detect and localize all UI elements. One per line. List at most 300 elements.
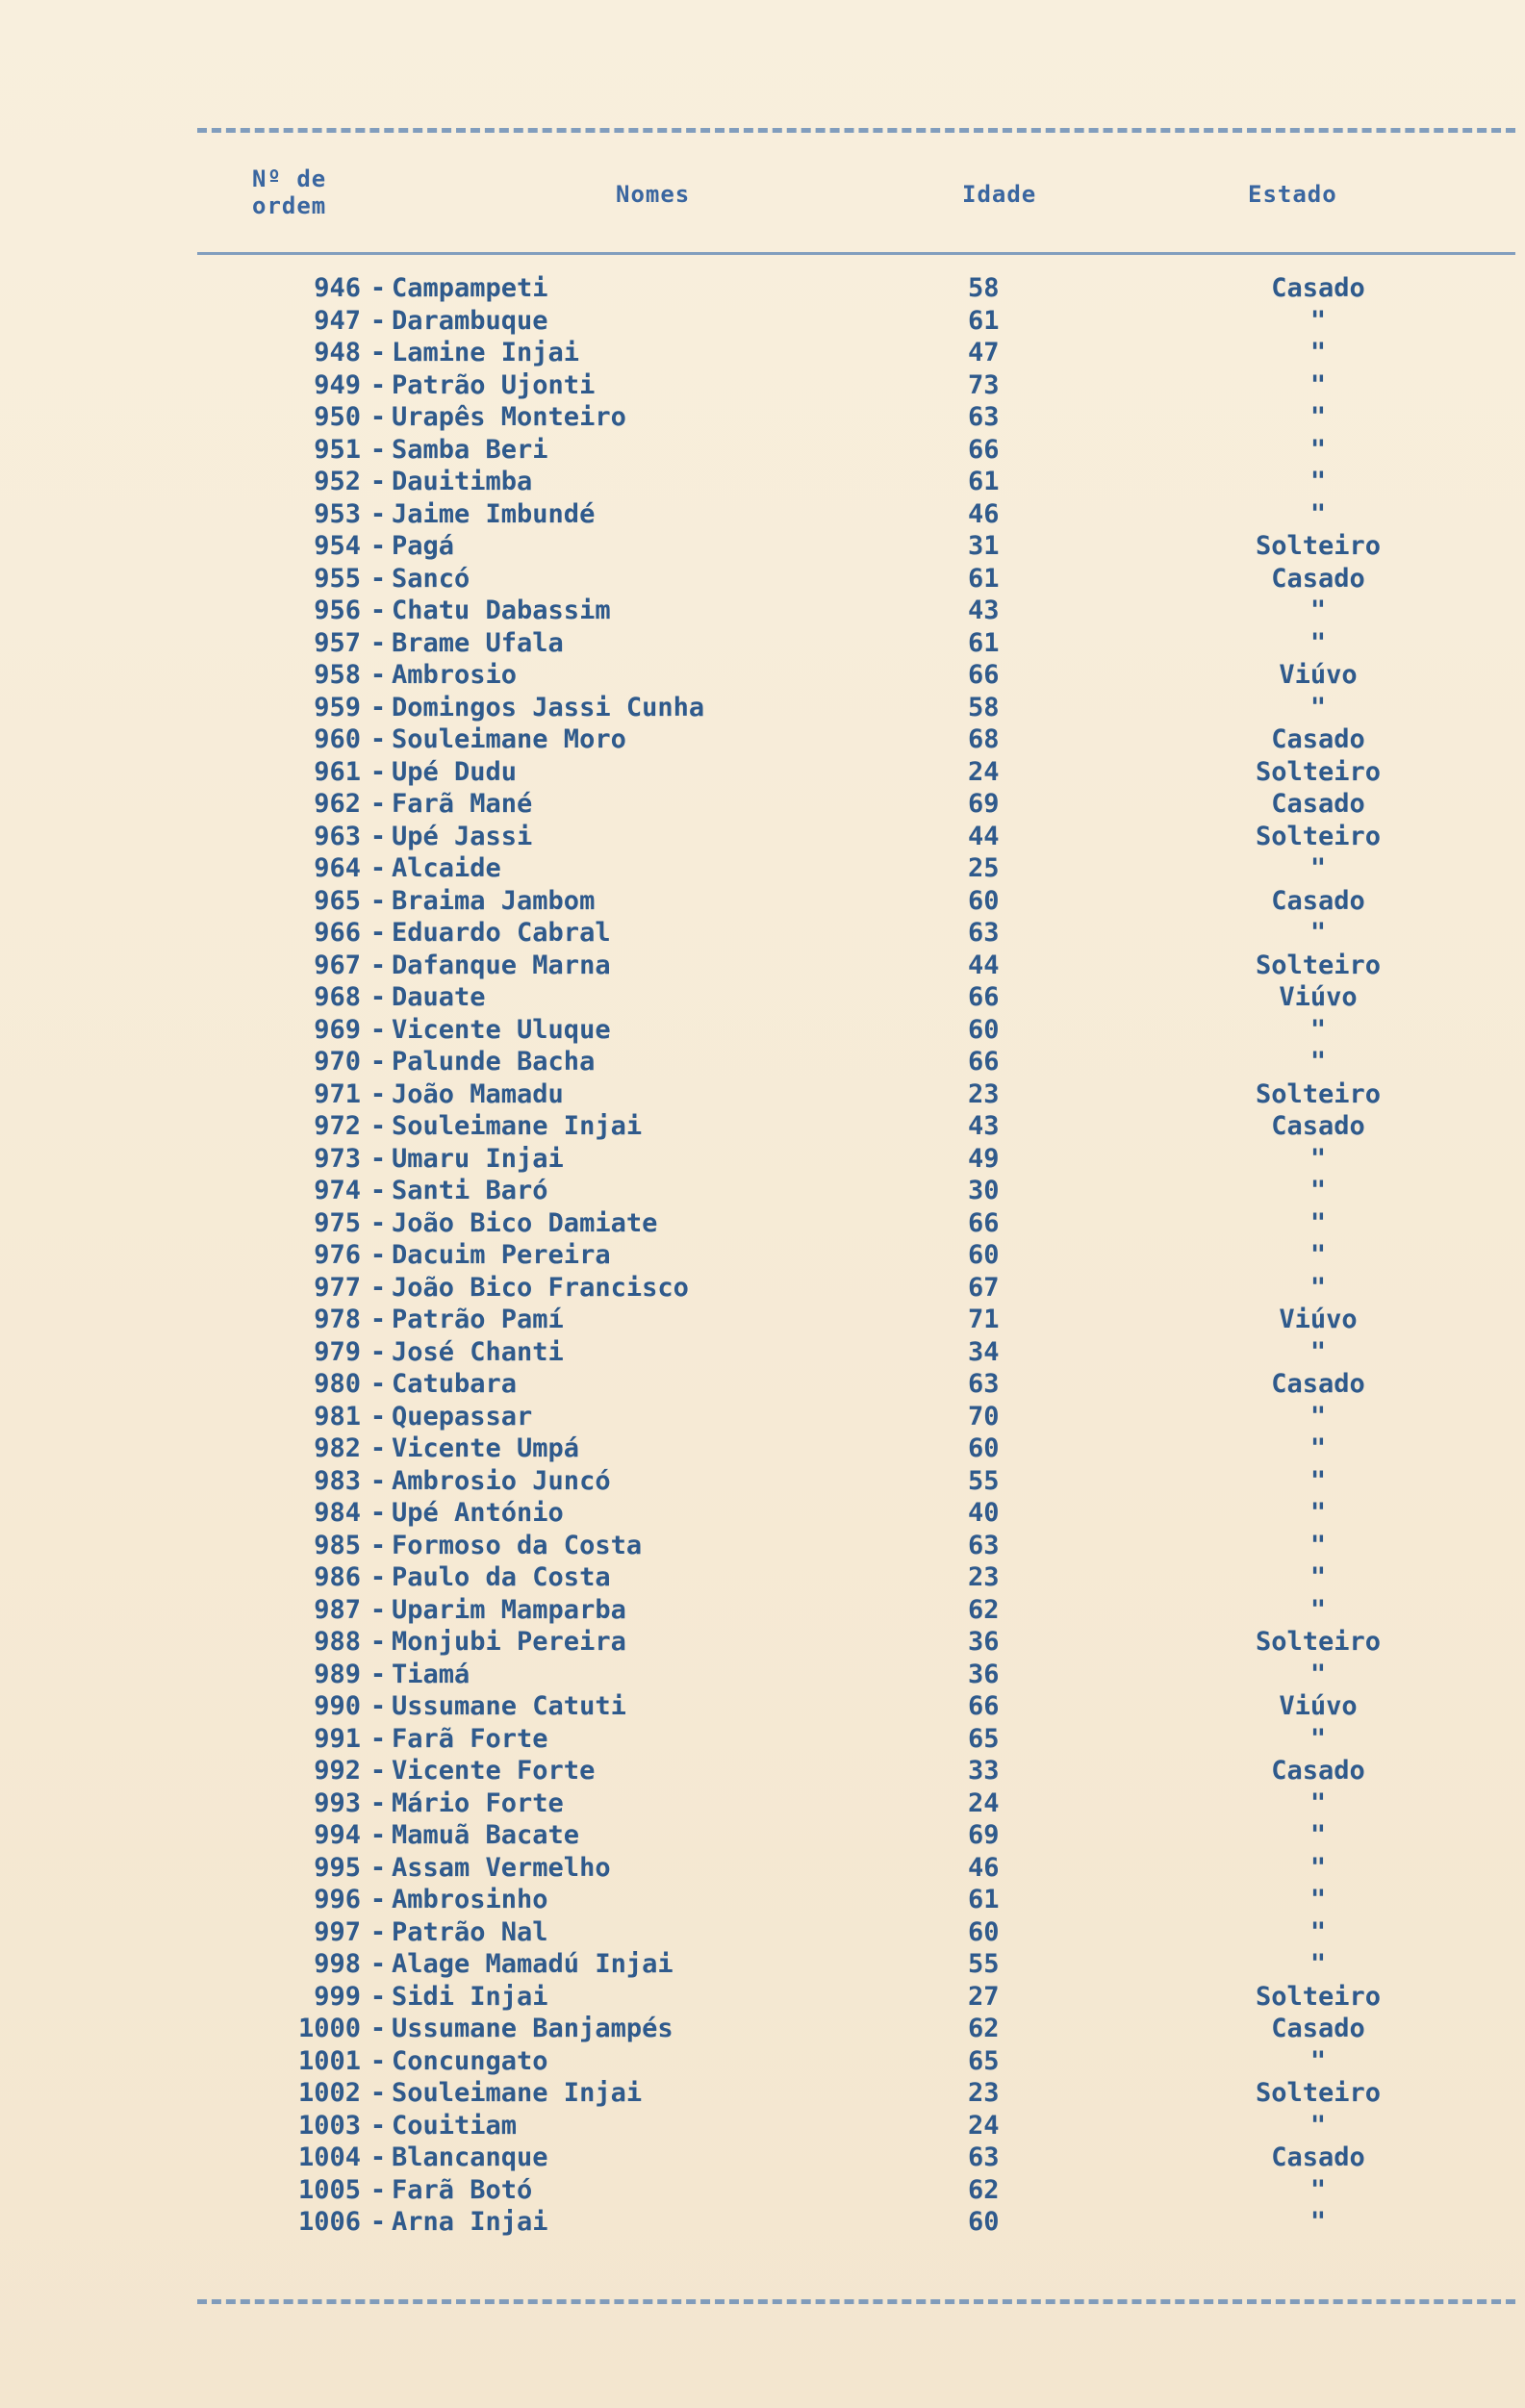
table-row xyxy=(0,1175,1525,1207)
row-estado: " xyxy=(1309,1207,1327,1238)
row-nome: Blancanque xyxy=(392,2142,548,2172)
row-idade: 23 xyxy=(968,1078,1000,1109)
row-separator: - xyxy=(369,660,387,690)
row-separator: - xyxy=(369,1176,387,1205)
row-numero: 960 xyxy=(314,724,361,754)
row-idade: 23 xyxy=(968,1562,1000,1592)
table-row xyxy=(0,1981,1525,2014)
row-numero: 995 xyxy=(314,1852,361,1883)
row-idade: 67 xyxy=(968,1272,1000,1303)
row-nome: Assam Vermelho xyxy=(392,1852,611,1883)
row-estado: Casado xyxy=(1271,1369,1365,1399)
row-nome: Upé Jassi xyxy=(392,821,533,851)
row-estado: " xyxy=(1309,1594,1327,1625)
table-row xyxy=(0,723,1525,756)
row-nome: Patrão Ujonti xyxy=(392,369,596,400)
row-nome: Farã Botó xyxy=(392,2174,533,2205)
row-nome: Urapês Monteiro xyxy=(392,402,626,432)
row-numero: 955 xyxy=(314,563,361,594)
row-estado: " xyxy=(1309,1723,1327,1754)
row-nome: Campampeti xyxy=(392,273,548,303)
row-separator: - xyxy=(369,821,387,851)
row-nome: Santi Baró xyxy=(392,1176,548,1205)
row-numero: 968 xyxy=(314,982,361,1012)
row-nome: Pagá xyxy=(392,531,455,561)
table-row xyxy=(0,2174,1525,2207)
row-idade: 24 xyxy=(968,756,1000,787)
row-idade: 61 xyxy=(968,467,1000,496)
row-idade: 63 xyxy=(968,1530,1000,1560)
table-row xyxy=(0,659,1525,692)
row-separator: - xyxy=(369,1885,387,1914)
row-separator: - xyxy=(369,1014,387,1045)
table-row xyxy=(0,466,1525,498)
row-estado: Casado xyxy=(1271,1111,1365,1141)
row-idade: 63 xyxy=(968,402,1000,432)
row-estado: Viúvo xyxy=(1279,1691,1358,1721)
row-idade: 61 xyxy=(968,1885,1000,1914)
row-separator: - xyxy=(369,885,387,916)
row-numero: 953 xyxy=(314,498,361,529)
row-numero: 971 xyxy=(314,1078,361,1109)
row-idade: 61 xyxy=(968,305,1000,336)
row-idade: 73 xyxy=(968,369,1000,400)
row-estado: Casado xyxy=(1271,885,1365,916)
table-row xyxy=(0,1465,1525,1498)
row-separator: - xyxy=(369,305,387,336)
table-row xyxy=(0,1046,1525,1078)
row-idade: 58 xyxy=(968,692,1000,722)
row-numero: 950 xyxy=(314,402,361,432)
row-numero: 983 xyxy=(314,1465,361,1496)
row-nome: Souleimane Injai xyxy=(392,2078,643,2108)
row-separator: - xyxy=(369,2174,387,2205)
row-estado: " xyxy=(1309,692,1327,722)
table-row xyxy=(0,2077,1525,2110)
row-nome: Souleimane Moro xyxy=(392,724,626,754)
row-separator: - xyxy=(369,1981,387,2012)
row-numero: 967 xyxy=(314,950,361,980)
row-separator: - xyxy=(369,531,387,561)
row-estado: " xyxy=(1309,627,1327,658)
row-nome: Couitiam xyxy=(392,2110,518,2141)
table-row xyxy=(0,917,1525,950)
row-nome: Lamine Injai xyxy=(392,338,580,368)
row-idade: 60 xyxy=(968,885,1000,916)
row-separator: - xyxy=(369,1949,387,1979)
row-nome: Brame Ufala xyxy=(392,627,564,658)
row-idade: 46 xyxy=(968,1852,1000,1883)
row-idade: 66 xyxy=(968,1047,1000,1077)
row-nome: Braima Jambom xyxy=(392,885,596,916)
table-row xyxy=(0,788,1525,821)
row-idade: 36 xyxy=(968,1627,1000,1657)
row-numero: 954 xyxy=(314,531,361,561)
row-numero: 996 xyxy=(314,1885,361,1914)
row-nome: Darambuque xyxy=(392,305,548,336)
row-estado: Solteiro xyxy=(1255,1078,1382,1109)
row-nome: Monjubi Pereira xyxy=(392,1627,626,1657)
row-numero: 966 xyxy=(314,918,361,948)
row-estado: " xyxy=(1309,853,1327,883)
row-estado: Casado xyxy=(1271,724,1365,754)
row-separator: - xyxy=(369,467,387,496)
table-row xyxy=(0,1239,1525,1272)
row-separator: - xyxy=(369,498,387,529)
table-row xyxy=(0,530,1525,563)
table-row xyxy=(0,821,1525,853)
row-estado: Viúvo xyxy=(1279,660,1358,690)
row-separator: - xyxy=(369,1594,387,1625)
row-separator: - xyxy=(369,1756,387,1786)
row-estado: Viúvo xyxy=(1279,982,1358,1012)
row-numero: 999 xyxy=(314,1981,361,2012)
table-row xyxy=(0,692,1525,724)
row-numero: 993 xyxy=(314,1787,361,1818)
bottom-dashed-rule xyxy=(197,2299,1515,2304)
row-nome: Upé Dudu xyxy=(392,756,518,787)
header-underline-rule xyxy=(197,252,1515,255)
table-row xyxy=(0,950,1525,982)
table-row xyxy=(0,981,1525,1014)
table-row xyxy=(0,1143,1525,1176)
table-row xyxy=(0,595,1525,627)
row-nome: Alage Mamadú Injai xyxy=(392,1949,674,1979)
row-nome: Ambrosio xyxy=(392,660,518,690)
row-separator: - xyxy=(369,1111,387,1141)
row-estado: Solteiro xyxy=(1255,1981,1382,2012)
row-idade: 60 xyxy=(968,2207,1000,2237)
table-row xyxy=(0,1690,1525,1723)
table-row xyxy=(0,1368,1525,1401)
row-separator: - xyxy=(369,369,387,400)
row-estado: Viúvo xyxy=(1279,1305,1358,1334)
row-idade: 46 xyxy=(968,498,1000,529)
row-nome: Tiamá xyxy=(392,1659,470,1689)
table-row xyxy=(0,1948,1525,1981)
top-dashed-rule xyxy=(197,128,1515,133)
table-row xyxy=(0,2045,1525,2078)
row-nome: Ambrosio Juncó xyxy=(392,1465,611,1496)
row-numero: 1006 xyxy=(297,2207,361,2237)
row-numero: 990 xyxy=(314,1691,361,1721)
table-row xyxy=(0,1787,1525,1820)
row-numero: 969 xyxy=(314,1014,361,1045)
row-estado: Casado xyxy=(1271,2142,1365,2172)
row-numero: 973 xyxy=(314,1143,361,1174)
row-estado: Solteiro xyxy=(1255,531,1382,561)
row-nome: Paulo da Costa xyxy=(392,1562,611,1592)
row-numero: 986 xyxy=(314,1562,361,1592)
row-nome: Patrão Pamí xyxy=(392,1305,564,1334)
table-row xyxy=(0,1594,1525,1627)
row-nome: Farã Forte xyxy=(392,1723,548,1754)
row-nome: Formoso da Costa xyxy=(392,1530,643,1560)
row-idade: 60 xyxy=(968,1433,1000,1463)
table-row xyxy=(0,1755,1525,1787)
row-estado: " xyxy=(1309,305,1327,336)
row-nome: Ussumane Catuti xyxy=(392,1691,626,1721)
row-numero: 1001 xyxy=(297,2045,361,2076)
row-estado: Casado xyxy=(1271,789,1365,819)
row-estado: " xyxy=(1309,1240,1327,1270)
table-row xyxy=(0,1336,1525,1369)
row-idade: 43 xyxy=(968,1111,1000,1141)
table-row xyxy=(0,1819,1525,1852)
row-numero: 982 xyxy=(314,1433,361,1463)
row-estado: Solteiro xyxy=(1255,756,1382,787)
row-nome: Arna Injai xyxy=(392,2207,548,2237)
row-separator: - xyxy=(369,1047,387,1077)
row-idade: 24 xyxy=(968,1787,1000,1818)
table-row xyxy=(0,2142,1525,2174)
row-nome: João Bico Francisco xyxy=(392,1272,689,1303)
row-numero: 992 xyxy=(314,1756,361,1786)
row-nome: João Bico Damiate xyxy=(392,1207,658,1238)
row-estado: " xyxy=(1309,2174,1327,2205)
row-nome: Palunde Bacha xyxy=(392,1047,596,1077)
row-estado: Casado xyxy=(1271,2014,1365,2043)
row-separator: - xyxy=(369,1498,387,1528)
row-nome: João Mamadu xyxy=(392,1078,564,1109)
row-numero: 984 xyxy=(314,1498,361,1528)
row-numero: 987 xyxy=(314,1594,361,1625)
row-estado: " xyxy=(1309,2045,1327,2076)
row-estado: " xyxy=(1309,1787,1327,1818)
row-separator: - xyxy=(369,596,387,625)
row-idade: 63 xyxy=(968,918,1000,948)
table-row xyxy=(0,1916,1525,1949)
row-numero: 965 xyxy=(314,885,361,916)
row-idade: 62 xyxy=(968,1594,1000,1625)
row-idade: 66 xyxy=(968,434,1000,465)
row-estado: " xyxy=(1309,1176,1327,1205)
row-idade: 55 xyxy=(968,1465,1000,1496)
row-nome: Ambrosinho xyxy=(392,1885,548,1914)
row-idade: 65 xyxy=(968,1723,1000,1754)
row-separator: - xyxy=(369,1627,387,1657)
row-numero: 974 xyxy=(314,1176,361,1205)
row-estado: " xyxy=(1309,1047,1327,1077)
row-nome: Upé António xyxy=(392,1498,564,1528)
row-separator: - xyxy=(369,402,387,432)
row-separator: - xyxy=(369,2014,387,2043)
row-nome: Jaime Imbundé xyxy=(392,498,596,529)
row-separator: - xyxy=(369,1659,387,1689)
register-table-body xyxy=(0,272,1525,2239)
table-row xyxy=(0,2206,1525,2239)
row-numero: 997 xyxy=(314,1916,361,1947)
row-idade: 60 xyxy=(968,1240,1000,1270)
row-estado: " xyxy=(1309,402,1327,432)
row-numero: 949 xyxy=(314,369,361,400)
row-numero: 1005 xyxy=(297,2174,361,2205)
row-estado: Solteiro xyxy=(1255,821,1382,851)
table-row xyxy=(0,1659,1525,1691)
row-separator: - xyxy=(369,1078,387,1109)
row-numero: 958 xyxy=(314,660,361,690)
table-row xyxy=(0,2110,1525,2142)
row-separator: - xyxy=(369,789,387,819)
row-numero: 972 xyxy=(314,1111,361,1141)
row-idade: 61 xyxy=(968,563,1000,594)
table-row xyxy=(0,1014,1525,1047)
row-nome: Quepassar xyxy=(392,1401,533,1432)
row-separator: - xyxy=(369,2207,387,2237)
row-separator: - xyxy=(369,1820,387,1850)
table-row xyxy=(0,1078,1525,1111)
row-separator: - xyxy=(369,1240,387,1270)
row-idade: 62 xyxy=(968,2014,1000,2043)
row-nome: Souleimane Injai xyxy=(392,1111,643,1141)
table-row xyxy=(0,1884,1525,1916)
row-separator: - xyxy=(369,1852,387,1883)
row-separator: - xyxy=(369,756,387,787)
row-estado: " xyxy=(1309,918,1327,948)
row-estado: " xyxy=(1309,1401,1327,1432)
row-numero: 977 xyxy=(314,1272,361,1303)
row-nome: Umaru Injai xyxy=(392,1143,564,1174)
row-estado: " xyxy=(1309,1498,1327,1528)
row-nome: Vicente Umpá xyxy=(392,1433,580,1463)
row-separator: - xyxy=(369,950,387,980)
row-numero: 981 xyxy=(314,1401,361,1432)
row-estado: Solteiro xyxy=(1255,1627,1382,1657)
row-numero: 991 xyxy=(314,1723,361,1754)
row-nome: Concungato xyxy=(392,2045,548,2076)
row-estado: " xyxy=(1309,596,1327,625)
row-estado: " xyxy=(1309,2110,1327,2141)
row-estado: " xyxy=(1309,1272,1327,1303)
row-numero: 1002 xyxy=(297,2078,361,2108)
row-separator: - xyxy=(369,273,387,303)
row-idade: 63 xyxy=(968,1369,1000,1399)
row-separator: - xyxy=(369,1272,387,1303)
row-idade: 30 xyxy=(968,1176,1000,1205)
row-separator: - xyxy=(369,853,387,883)
row-estado: Casado xyxy=(1271,273,1365,303)
row-nome: Patrão Nal xyxy=(392,1916,548,1947)
header-numero-line1: Nº de xyxy=(252,165,327,192)
row-idade: 65 xyxy=(968,2045,1000,2076)
row-nome: Domingos Jassi Cunha xyxy=(392,692,705,722)
row-numero: 970 xyxy=(314,1047,361,1077)
row-idade: 60 xyxy=(968,1014,1000,1045)
row-nome: Eduardo Cabral xyxy=(392,918,611,948)
row-idade: 36 xyxy=(968,1659,1000,1689)
header-idade: Idade xyxy=(962,181,1037,208)
table-row xyxy=(0,1272,1525,1305)
row-numero: 980 xyxy=(314,1369,361,1399)
row-numero: 988 xyxy=(314,1627,361,1657)
table-row xyxy=(0,1852,1525,1885)
row-separator: - xyxy=(369,627,387,658)
row-numero: 946 xyxy=(314,273,361,303)
row-nome: Dafanque Marna xyxy=(392,950,611,980)
row-idade: 70 xyxy=(968,1401,1000,1432)
row-idade: 40 xyxy=(968,1498,1000,1528)
row-estado: Casado xyxy=(1271,1756,1365,1786)
row-idade: 63 xyxy=(968,2142,1000,2172)
row-separator: - xyxy=(369,1691,387,1721)
row-idade: 23 xyxy=(968,2078,1000,2108)
row-numero: 964 xyxy=(314,853,361,883)
row-numero: 962 xyxy=(314,789,361,819)
row-separator: - xyxy=(369,2045,387,2076)
row-separator: - xyxy=(369,2110,387,2141)
row-estado: " xyxy=(1309,1949,1327,1979)
row-idade: 58 xyxy=(968,273,1000,303)
header-nomes: Nomes xyxy=(616,181,691,208)
header-estado: Estado xyxy=(1248,181,1337,208)
row-idade: 49 xyxy=(968,1143,1000,1174)
row-separator: - xyxy=(369,338,387,368)
row-separator: - xyxy=(369,1433,387,1463)
row-numero: 957 xyxy=(314,627,361,658)
row-estado: " xyxy=(1309,1562,1327,1592)
header-numero-line2: ordem xyxy=(252,192,327,219)
row-estado: " xyxy=(1309,1530,1327,1560)
row-numero: 959 xyxy=(314,692,361,722)
table-row xyxy=(0,1497,1525,1530)
table-row xyxy=(0,1723,1525,1756)
row-separator: - xyxy=(369,918,387,948)
row-idade: 33 xyxy=(968,1756,1000,1786)
table-row xyxy=(0,498,1525,531)
table-row xyxy=(0,1530,1525,1562)
row-idade: 66 xyxy=(968,982,1000,1012)
row-nome: Farã Mané xyxy=(392,789,533,819)
row-estado: " xyxy=(1309,1143,1327,1174)
row-nome: Mamuã Bacate xyxy=(392,1820,580,1850)
row-separator: - xyxy=(369,1916,387,1947)
table-row xyxy=(0,434,1525,467)
row-numero: 956 xyxy=(314,596,361,625)
row-separator: - xyxy=(369,1207,387,1238)
row-separator: - xyxy=(369,2142,387,2172)
row-idade: 25 xyxy=(968,853,1000,883)
row-idade: 62 xyxy=(968,2174,1000,2205)
row-estado: " xyxy=(1309,1465,1327,1496)
row-estado: " xyxy=(1309,1659,1327,1689)
row-nome: Sidi Injai xyxy=(392,1981,548,2012)
row-numero: 975 xyxy=(314,1207,361,1238)
row-numero: 951 xyxy=(314,434,361,465)
row-nome: Catubara xyxy=(392,1369,518,1399)
row-numero: 952 xyxy=(314,467,361,496)
table-row xyxy=(0,852,1525,885)
row-numero: 1004 xyxy=(297,2142,361,2172)
table-row xyxy=(0,2013,1525,2045)
row-nome: Dauitimba xyxy=(392,467,533,496)
row-idade: 69 xyxy=(968,1820,1000,1850)
row-separator: - xyxy=(369,1465,387,1496)
row-separator: - xyxy=(369,1401,387,1432)
row-numero: 976 xyxy=(314,1240,361,1270)
row-estado: " xyxy=(1309,1014,1327,1045)
row-separator: - xyxy=(369,1723,387,1754)
row-idade: 66 xyxy=(968,660,1000,690)
row-separator: - xyxy=(369,434,387,465)
row-separator: - xyxy=(369,2078,387,2108)
table-row xyxy=(0,1304,1525,1336)
row-numero: 947 xyxy=(314,305,361,336)
table-row xyxy=(0,337,1525,369)
row-idade: 27 xyxy=(968,1981,1000,2012)
table-row xyxy=(0,369,1525,402)
row-idade: 55 xyxy=(968,1949,1000,1979)
row-idade: 34 xyxy=(968,1336,1000,1367)
